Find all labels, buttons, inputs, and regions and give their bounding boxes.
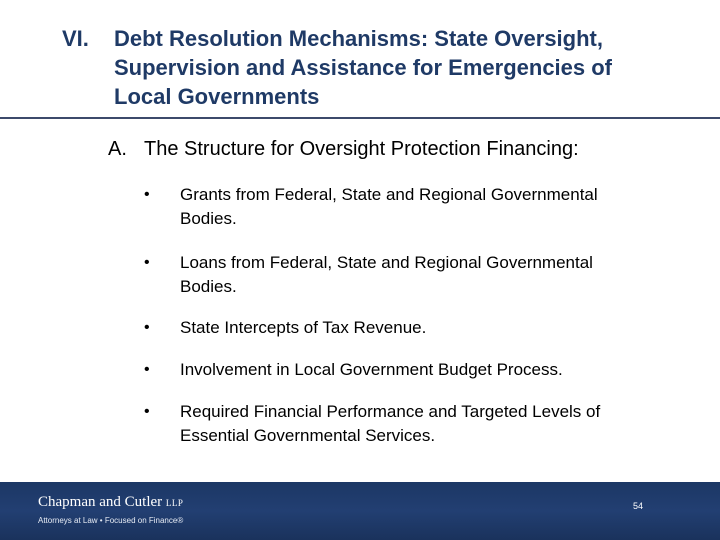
footer-bar — [0, 482, 720, 540]
bullet-line: Bodies. — [180, 209, 237, 228]
bullet-icon: • — [144, 403, 150, 420]
title-divider — [0, 117, 720, 119]
page-number: 54 — [632, 501, 643, 511]
bullet-text — [180, 400, 700, 448]
section-letter: A. — [108, 138, 127, 160]
title-line-3: Local Governments — [114, 84, 320, 109]
section-heading — [108, 138, 579, 161]
firm-name: Chapman and Cutler — [38, 494, 163, 510]
bullet-line: Bodies. — [180, 277, 237, 296]
firm-suffix: LLP — [165, 498, 184, 508]
firm-tagline: Attorneys at Law • Focused on Finance® — [38, 516, 184, 525]
bullet-icon: • — [144, 186, 150, 203]
bullet-text — [180, 251, 700, 299]
firm-logo — [38, 494, 183, 511]
title-number: VI. — [62, 26, 89, 51]
section-heading-text: The Structure for Oversight Protection Financing: — [144, 138, 579, 160]
title-line-1: Debt Resolution Mechanisms: State Oversight, — [114, 26, 603, 51]
bullet-line: State Intercepts of Tax Revenue. — [180, 318, 427, 337]
bullet-line: Essential Governmental Services. — [180, 426, 436, 445]
bullet-line: Involvement in Local Government Budget Process. — [180, 360, 563, 379]
bullet-line: Required Financial Performance and Targeted Levels of — [180, 402, 601, 421]
bullet-text — [180, 183, 700, 231]
bullet-text — [180, 316, 700, 340]
bullet-text — [180, 358, 700, 382]
bullet-line: Grants from Federal, State and Regional Governmental — [180, 185, 598, 204]
title-line-2: Supervision and Assistance for Emergencies of — [114, 55, 613, 80]
bullet-icon: • — [144, 361, 150, 378]
bullet-line: Loans from Federal, State and Regional Governmental — [180, 253, 593, 272]
bullet-icon: • — [144, 254, 150, 271]
title-text — [114, 24, 714, 111]
bullet-icon: • — [144, 319, 150, 336]
